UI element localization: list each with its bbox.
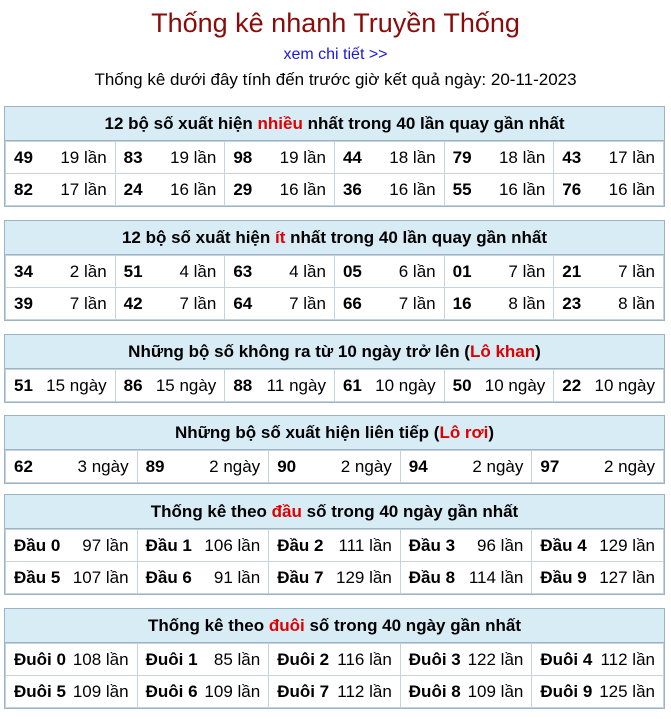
stat-count: 19 lần <box>279 147 326 167</box>
stat-count: 15 ngày <box>155 375 217 395</box>
stat-cell <box>6 644 138 676</box>
stat-cell <box>6 451 138 483</box>
stat-count: 129 lần <box>599 535 655 555</box>
stat-count: 3 ngày <box>77 456 129 476</box>
stat-label: 43 <box>562 147 582 167</box>
stat-cell <box>334 288 444 320</box>
stat-count: 107 lần <box>72 567 129 587</box>
stat-count: 127 lần <box>599 567 655 587</box>
dau-stats-table <box>5 529 664 594</box>
stat-label: Đầu 6 <box>145 567 192 587</box>
lo-khan-box <box>4 334 665 403</box>
stat-cell <box>115 256 225 288</box>
stat-count: 96 lần <box>477 535 524 555</box>
stat-label: 63 <box>233 261 253 281</box>
stat-count: 4 lần <box>289 261 326 281</box>
stat-cell <box>137 644 269 676</box>
stat-label: 51 <box>14 375 33 395</box>
stat-cell <box>6 142 116 174</box>
stat-count: 109 lần <box>72 681 129 701</box>
view-detail-link[interactable]: xem chi tiết >> <box>283 46 388 63</box>
stat-count: 19 lần <box>60 147 107 167</box>
stat-count: 109 lần <box>467 681 524 701</box>
stat-count: 2 lần <box>69 261 107 281</box>
stat-count: 7 lần <box>398 293 436 313</box>
stat-cell <box>554 370 664 402</box>
stat-label: Đuôi 9 <box>540 681 593 701</box>
stat-cell <box>6 174 116 206</box>
stat-label: 98 <box>233 147 253 167</box>
stat-label: 90 <box>277 456 297 476</box>
stat-label: 64 <box>233 293 253 313</box>
dau-stats-box <box>4 494 665 595</box>
stat-label: Đuôi 1 <box>145 649 198 669</box>
stat-cell <box>6 288 116 320</box>
lo-roi-title: Những bộ số xuất hiện liên tiếp (Lô rơi) <box>5 416 664 450</box>
stat-label: 79 <box>452 147 472 167</box>
stat-cell <box>400 451 532 483</box>
stat-cell <box>225 142 335 174</box>
stat-label: 05 <box>342 261 362 281</box>
lo-roi-box <box>4 415 665 484</box>
stat-count: 7 lần <box>179 293 217 313</box>
lo-khan-title: Những bộ số không ra từ 10 ngày trở lên (Lô khan) <box>5 335 664 369</box>
stat-label: Đầu 3 <box>408 535 456 555</box>
stat-cell <box>554 256 664 288</box>
stat-cell <box>115 142 225 174</box>
least-frequent-box <box>4 220 665 321</box>
lo-roi-table <box>5 450 664 483</box>
stat-label: Đuôi 8 <box>408 681 461 701</box>
most-frequent-box <box>4 106 665 207</box>
lo-khan-table <box>5 369 664 402</box>
stat-count: 16 lần <box>608 179 655 199</box>
stat-label: Đầu 1 <box>145 535 192 555</box>
stat-count: 18 lần <box>498 147 546 167</box>
stat-cell <box>554 142 664 174</box>
stat-cell <box>532 530 664 562</box>
stat-cell <box>334 370 444 402</box>
stat-label: Đầu 0 <box>14 535 61 555</box>
stat-cell <box>137 676 269 708</box>
table-row <box>6 562 664 594</box>
stat-label: 50 <box>452 375 472 395</box>
stat-count: 108 lần <box>72 649 129 669</box>
stat-label: 21 <box>562 261 582 281</box>
stat-label: 44 <box>342 147 362 167</box>
stat-label: 34 <box>14 261 33 281</box>
stat-count: 16 lần <box>169 179 217 199</box>
stat-count: 17 lần <box>60 179 107 199</box>
stat-count: 10 ngày <box>484 375 546 395</box>
page-header <box>0 0 671 100</box>
stat-count: 7 lần <box>508 261 546 281</box>
least-frequent-table <box>5 255 664 320</box>
stat-cell <box>269 676 401 708</box>
stat-label: 66 <box>342 293 362 313</box>
stat-cell <box>444 288 554 320</box>
stat-count: 116 lần <box>337 649 392 669</box>
stat-count: 106 lần <box>204 535 261 555</box>
stat-cell <box>400 562 532 594</box>
stat-cell <box>444 142 554 174</box>
dau-stats-title: Thống kê theo đầu số trong 40 ngày gần nhất <box>5 495 664 529</box>
stat-cell <box>225 370 335 402</box>
stat-cell <box>400 676 532 708</box>
stat-label: Đuôi 2 <box>277 649 330 669</box>
stat-label: Đuôi 4 <box>540 649 593 669</box>
table-row <box>6 288 664 320</box>
stat-label: 76 <box>562 179 582 199</box>
stat-count: 16 lần <box>498 179 546 199</box>
table-row <box>6 256 664 288</box>
stat-count: 85 lần <box>213 649 261 669</box>
stat-count: 2 ngày <box>209 456 261 476</box>
stat-label: Đuôi 6 <box>145 681 198 701</box>
stat-cell <box>554 174 664 206</box>
stat-count: 6 lần <box>398 261 436 281</box>
stat-label: Đuôi 7 <box>277 681 330 701</box>
stat-cell <box>137 530 269 562</box>
stat-cell <box>532 676 664 708</box>
table-row <box>6 530 664 562</box>
stat-count: 8 lần <box>508 293 546 313</box>
stat-label: 62 <box>14 456 33 476</box>
stat-count: 109 lần <box>204 681 261 701</box>
stat-count: 97 lần <box>82 535 129 555</box>
stat-count: 17 lần <box>608 147 655 167</box>
stat-label: Đuôi 5 <box>14 681 66 701</box>
stat-count: 91 lần <box>213 567 261 587</box>
stat-cell <box>444 174 554 206</box>
stat-count: 111 lần <box>338 535 392 555</box>
stat-count: 10 ngày <box>375 375 436 395</box>
stat-label: Đầu 9 <box>540 567 587 587</box>
duoi-stats-box <box>4 608 665 709</box>
stat-label: Đầu 5 <box>14 567 61 587</box>
stat-label: 82 <box>14 179 33 199</box>
duoi-stats-title: Thống kê theo đuôi số trong 40 ngày gần nhất <box>5 609 664 643</box>
stat-count: 7 lần <box>289 293 326 313</box>
stat-label: 88 <box>233 375 253 395</box>
stat-cell <box>115 174 225 206</box>
stat-count: 122 lần <box>467 649 524 669</box>
stat-label: 83 <box>123 147 143 167</box>
stat-cell <box>334 174 444 206</box>
stat-cell <box>269 451 401 483</box>
table-row <box>6 451 664 483</box>
stat-label: 51 <box>123 261 143 281</box>
stat-label: 86 <box>123 375 143 395</box>
stat-cell <box>532 562 664 594</box>
stat-label: 22 <box>562 375 582 395</box>
stat-count: 16 lần <box>389 179 436 199</box>
stat-label: Đuôi 0 <box>14 649 66 669</box>
stat-cell <box>6 530 138 562</box>
stat-cell <box>532 644 664 676</box>
stat-cell <box>269 644 401 676</box>
page-title: Thống kê nhanh Truyền Thống <box>151 8 520 38</box>
least-frequent-title: 12 bộ số xuất hiện ít nhất trong 40 lần quay gần nhất <box>5 221 664 255</box>
stat-label: 61 <box>342 375 362 395</box>
stat-count: 8 lần <box>618 293 655 313</box>
stat-count: 2 ngày <box>340 456 392 476</box>
stat-count: 7 lần <box>69 293 107 313</box>
stat-count: 2 ngày <box>472 456 524 476</box>
stat-label: Đuôi 3 <box>408 649 461 669</box>
stat-label: Đầu 2 <box>277 535 324 555</box>
stat-label: 94 <box>408 456 428 476</box>
stat-cell <box>334 256 444 288</box>
stat-label: Đầu 4 <box>540 535 587 555</box>
stat-cell <box>334 142 444 174</box>
stat-label: 23 <box>562 293 582 313</box>
stat-count: 10 ngày <box>594 375 655 395</box>
stat-cell <box>6 562 138 594</box>
stat-label: 29 <box>233 179 253 199</box>
stat-cell <box>269 562 401 594</box>
stat-count: 125 lần <box>599 681 655 701</box>
stat-label: 89 <box>145 456 165 476</box>
stat-label: 01 <box>452 261 472 281</box>
stat-cell <box>225 174 335 206</box>
stat-count: 4 lần <box>179 261 217 281</box>
stat-cell <box>6 676 138 708</box>
most-frequent-table <box>5 141 664 206</box>
stat-cell <box>400 530 532 562</box>
most-frequent-title: 12 bộ số xuất hiện nhiều nhất trong 40 lần quay gần nhất <box>5 107 664 141</box>
stat-label: Đầu 7 <box>277 567 324 587</box>
stat-cell <box>444 370 554 402</box>
stat-cell <box>137 451 269 483</box>
stat-cell <box>6 256 116 288</box>
stat-count: 16 lần <box>279 179 326 199</box>
table-row <box>6 676 664 708</box>
stat-count: 112 lần <box>337 681 392 701</box>
table-row <box>6 174 664 206</box>
stat-label: 39 <box>14 293 33 313</box>
stat-label: 49 <box>14 147 33 167</box>
stat-count: 2 ngày <box>603 456 655 476</box>
stat-cell <box>137 562 269 594</box>
stat-cell <box>225 288 335 320</box>
stat-label: 97 <box>540 456 560 476</box>
stat-label: 24 <box>123 179 143 199</box>
stat-cell <box>554 288 664 320</box>
stat-cell <box>115 370 225 402</box>
stat-count: 114 lần <box>468 567 524 587</box>
duoi-stats-table <box>5 643 664 708</box>
stat-cell <box>225 256 335 288</box>
table-row <box>6 142 664 174</box>
stat-count: 129 lần <box>336 567 392 587</box>
stat-label: Đầu 8 <box>408 567 456 587</box>
stat-count: 11 ngày <box>266 375 326 395</box>
stat-label: 42 <box>123 293 143 313</box>
stat-cell <box>6 370 116 402</box>
table-row <box>6 370 664 402</box>
stat-cell <box>444 256 554 288</box>
stat-label: 16 <box>452 293 472 313</box>
stat-cell <box>115 288 225 320</box>
stat-count: 7 lần <box>618 261 655 281</box>
stat-cell <box>400 644 532 676</box>
stat-count: 18 lần <box>389 147 436 167</box>
date-note: Thống kê dưới đây tính đến trước giờ kết quả ngày: 20-11-2023 <box>94 70 577 89</box>
stat-cell <box>269 530 401 562</box>
stat-label: 36 <box>342 179 362 199</box>
stat-count: 112 lần <box>600 649 655 669</box>
table-row <box>6 644 664 676</box>
stat-count: 15 ngày <box>46 375 107 395</box>
stat-count: 19 lần <box>169 147 217 167</box>
stat-label: 55 <box>452 179 472 199</box>
stat-cell <box>532 451 664 483</box>
